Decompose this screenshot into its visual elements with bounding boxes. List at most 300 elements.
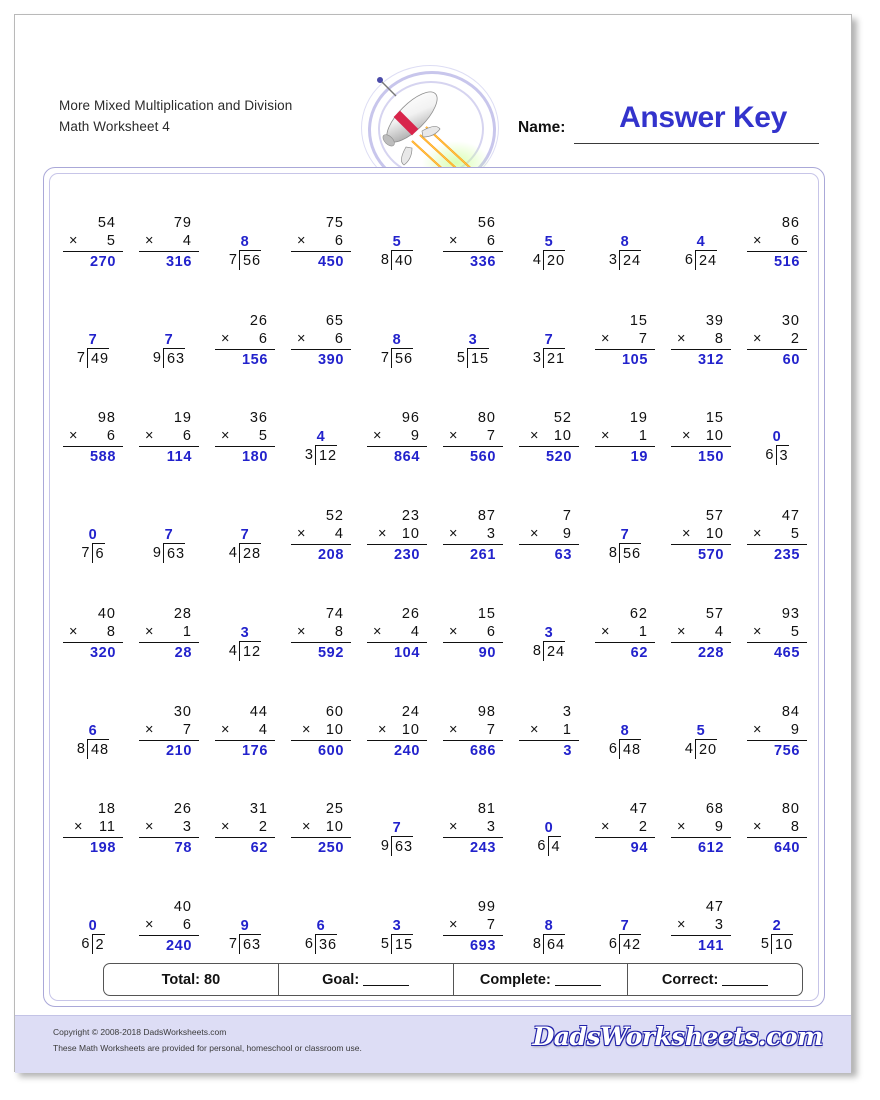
multiplication-problem	[443, 703, 503, 760]
dividend-row	[215, 544, 275, 564]
division-problem	[63, 526, 123, 564]
dividend-row	[63, 740, 123, 760]
dividend-row	[747, 446, 807, 466]
quotient-value: 8	[392, 331, 402, 348]
answer-value: 316	[166, 253, 192, 270]
multiply-operator-icon: ×	[378, 721, 388, 738]
problem-cell	[739, 193, 815, 291]
problem-cell	[359, 389, 435, 487]
multiplication-problem	[519, 507, 579, 564]
multiply-operator-icon: ×	[373, 428, 383, 445]
problem-cell	[55, 486, 131, 584]
multiplication-problem	[595, 312, 655, 369]
quotient-value: 7	[620, 918, 630, 934]
division-problem	[519, 624, 579, 662]
multiplicand: 36	[249, 410, 268, 427]
multiplier-row	[291, 525, 351, 545]
quotient-value: 4	[696, 233, 706, 250]
multiplier-row	[63, 427, 123, 447]
multiplication-problem	[747, 312, 807, 369]
answer-value: 270	[90, 253, 116, 270]
multiply-operator-icon: ×	[221, 721, 231, 738]
dividend-row	[747, 935, 807, 955]
multiplicand: 87	[477, 508, 496, 524]
dividend-row	[671, 251, 731, 271]
division-problem	[291, 428, 351, 466]
multiply-operator-icon: ×	[373, 623, 383, 640]
division-problem	[443, 331, 503, 369]
multiplier: 9	[410, 428, 420, 445]
multiply-operator-icon: ×	[677, 819, 687, 836]
multiplier: 6	[486, 623, 496, 640]
multiply-operator-icon: ×	[69, 623, 79, 640]
multiplication-problem	[747, 800, 807, 857]
multiplier-row	[671, 525, 731, 545]
divisor: 6	[765, 447, 775, 464]
multiplier-row	[671, 427, 731, 447]
multiplicand: 19	[173, 410, 192, 427]
multiply-operator-icon: ×	[449, 623, 459, 640]
problem-cell	[587, 291, 663, 389]
multiplication-problem	[367, 605, 427, 662]
quotient-row	[63, 722, 123, 740]
multiplier: 1	[182, 623, 192, 640]
name-input-rule[interactable]	[574, 143, 819, 144]
quotient-value: 3	[392, 918, 402, 934]
answer-value: 141	[698, 938, 724, 954]
multiplicand: 47	[629, 801, 648, 818]
dividend-row	[519, 935, 579, 955]
multiplicand: 18	[97, 801, 116, 818]
goal-cell[interactable]	[279, 964, 454, 995]
multiplicand: 44	[249, 703, 268, 720]
quotient-row	[215, 624, 275, 642]
problem-cell	[663, 193, 739, 291]
multiplier: 3	[714, 917, 724, 933]
multiplier: 10	[553, 428, 572, 445]
dividend: 4	[548, 836, 561, 856]
dividend: 20	[543, 250, 565, 270]
answer-value: 180	[242, 449, 268, 466]
multiplier-row	[671, 818, 731, 838]
multiplier: 5	[790, 526, 800, 542]
quotient-row	[747, 917, 807, 935]
multiply-operator-icon: ×	[682, 526, 692, 542]
problem-cell	[511, 389, 587, 487]
dividend: 3	[776, 445, 789, 465]
dividend: 15	[391, 934, 413, 954]
quotient-value: 3	[468, 331, 478, 348]
multiplication-problem	[291, 507, 351, 564]
dividend: 63	[163, 348, 185, 368]
quotient-row	[367, 331, 427, 349]
multiplier: 10	[401, 721, 420, 738]
multiplier: 9	[714, 819, 724, 836]
multiplication-problem	[671, 409, 731, 466]
multiplication-problem	[747, 703, 807, 760]
multiplier: 8	[790, 819, 800, 836]
division-problem	[595, 233, 655, 271]
multiplier-row	[139, 721, 199, 741]
dividend-row	[63, 935, 123, 955]
answer-value: 600	[318, 742, 344, 759]
multiplier-row	[443, 525, 503, 545]
divisor: 7	[380, 349, 390, 366]
multiplier: 6	[334, 232, 344, 249]
multiply-operator-icon: ×	[449, 428, 459, 445]
multiplier-row	[747, 232, 807, 252]
multiplier-row	[291, 232, 351, 252]
multiplicand: 57	[705, 605, 724, 622]
dividend-row	[367, 349, 427, 369]
quotient-row	[519, 331, 579, 349]
multiplier-row	[595, 330, 655, 350]
answer-value: 198	[90, 840, 116, 857]
problem-cell	[131, 486, 207, 584]
multiplier-row	[367, 721, 427, 741]
quotient-value: 5	[696, 722, 706, 739]
multiplier-row	[215, 330, 275, 350]
goal-blank[interactable]	[363, 974, 409, 986]
quotient-row	[519, 917, 579, 935]
multiplier: 4	[182, 232, 192, 249]
multiplicand: 57	[705, 508, 724, 524]
multiply-operator-icon: ×	[753, 526, 763, 542]
quotient-row	[595, 722, 655, 740]
multiplier: 4	[334, 526, 344, 542]
problem-cell	[55, 389, 131, 487]
page-title: More Mixed Multiplication and Division	[59, 98, 293, 113]
worksheet-title	[59, 95, 292, 137]
multiplier-row	[139, 818, 199, 838]
answer-value: 592	[318, 644, 344, 661]
answer-value: 465	[774, 644, 800, 661]
multiply-operator-icon: ×	[753, 623, 763, 640]
quotient-row	[671, 233, 731, 251]
multiplier: 3	[486, 819, 496, 836]
multiplier: 6	[334, 330, 344, 347]
multiplier-row	[139, 623, 199, 643]
usage-text: These Math Worksheets are provided for personal, homeschool or classroom use.	[53, 1043, 362, 1053]
divisor: 4	[228, 642, 238, 659]
answer-value: 210	[166, 742, 192, 759]
multiplier: 7	[486, 917, 496, 933]
multiply-operator-icon: ×	[145, 721, 155, 738]
multiplier-row	[595, 623, 655, 643]
quotient-row	[443, 331, 503, 349]
page-subtitle: Math Worksheet 4	[59, 119, 170, 134]
multiplication-problem	[443, 800, 503, 857]
answer-value: 230	[394, 547, 420, 563]
divisor: 4	[228, 545, 238, 561]
multiplicand: 7	[562, 508, 572, 524]
division-problem	[595, 722, 655, 760]
answer-value: 250	[318, 840, 344, 857]
quotient-value: 6	[316, 918, 326, 934]
dividend-row	[291, 446, 351, 466]
problem-cell	[131, 877, 207, 975]
multiply-operator-icon: ×	[677, 330, 687, 347]
problem-cell	[511, 877, 587, 975]
division-problem	[291, 917, 351, 955]
multiplier: 6	[106, 428, 116, 445]
multiplier-row	[747, 818, 807, 838]
multiplication-problem	[291, 703, 351, 760]
problem-cell	[55, 193, 131, 291]
multiplicand: 26	[401, 605, 420, 622]
multiply-operator-icon: ×	[601, 428, 611, 445]
multiplicand: 52	[553, 410, 572, 427]
quotient-value: 7	[164, 527, 174, 543]
answer-value: 243	[470, 840, 496, 857]
multiplier: 1	[562, 721, 572, 738]
multiplicand: 81	[477, 801, 496, 818]
correct-cell[interactable]	[628, 964, 802, 995]
quotient-value: 8	[620, 722, 630, 739]
answer-value: 864	[394, 449, 420, 466]
multiplier: 8	[106, 623, 116, 640]
answer-value: 390	[318, 351, 344, 368]
multiplicand: 31	[249, 801, 268, 818]
multiplicand: 26	[249, 312, 268, 329]
multiplicand: 40	[173, 899, 192, 915]
multiplier: 2	[258, 819, 268, 836]
division-problem	[139, 526, 199, 564]
problem-cell	[207, 486, 283, 584]
multiplication-problem	[671, 898, 731, 955]
multiplier-row	[595, 427, 655, 447]
multiplication-problem	[443, 214, 503, 271]
answer-value: 63	[554, 547, 572, 563]
answer-value: 60	[782, 351, 800, 368]
problem-cell	[359, 486, 435, 584]
correct-blank[interactable]	[722, 974, 768, 986]
division-problem	[519, 917, 579, 955]
problem-cell	[435, 486, 511, 584]
division-problem	[63, 331, 123, 369]
problem-cell	[207, 682, 283, 780]
multiplier-row	[443, 818, 503, 838]
multiply-operator-icon: ×	[378, 526, 388, 542]
goal-label: Goal:	[322, 971, 360, 988]
multiplication-problem	[139, 898, 199, 955]
multiplicand: 19	[629, 410, 648, 427]
problem-cell	[435, 682, 511, 780]
multiplier-row	[139, 232, 199, 252]
multiplicand: 52	[325, 508, 344, 524]
multiplicand: 30	[781, 312, 800, 329]
multiply-operator-icon: ×	[69, 232, 79, 249]
multiplication-problem	[139, 800, 199, 857]
quotient-row	[595, 917, 655, 935]
dividend-row	[519, 837, 579, 857]
quotient-value: 6	[88, 722, 98, 739]
multiplicand: 68	[705, 801, 724, 818]
multiplier-row	[443, 721, 503, 741]
worksheet-footer	[15, 1015, 851, 1073]
problem-cell	[131, 291, 207, 389]
multiplication-problem	[671, 800, 731, 857]
division-problem	[519, 331, 579, 369]
multiplier: 7	[638, 330, 648, 347]
multiplicand: 25	[325, 801, 344, 818]
division-problem	[215, 917, 275, 955]
division-problem	[367, 819, 427, 857]
multiply-operator-icon: ×	[297, 526, 307, 542]
multiplier-row	[291, 623, 351, 643]
problem-cell	[55, 291, 131, 389]
quotient-row	[215, 233, 275, 251]
multiply-operator-icon: ×	[753, 819, 763, 836]
problem-cell	[283, 584, 359, 682]
problem-grid	[55, 193, 815, 975]
complete-blank[interactable]	[555, 974, 601, 986]
quotient-row	[519, 233, 579, 251]
name-label: Name:	[518, 119, 566, 136]
division-problem	[215, 233, 275, 271]
problem-cell	[587, 780, 663, 878]
quotient-row	[63, 917, 123, 935]
quotient-row	[519, 819, 579, 837]
divisor: 4	[684, 740, 694, 757]
problem-cell	[207, 780, 283, 878]
answer-value: 693	[470, 938, 496, 954]
division-problem	[215, 526, 275, 564]
dividend-row	[367, 837, 427, 857]
multiplier-row	[671, 330, 731, 350]
dividend-row	[443, 349, 503, 369]
multiplier: 8	[714, 330, 724, 347]
worksheet-header	[15, 15, 853, 163]
division-problem	[367, 331, 427, 369]
multiplication-problem	[367, 703, 427, 760]
complete-cell[interactable]	[454, 964, 629, 995]
multiply-operator-icon: ×	[145, 232, 155, 249]
multiplication-problem	[215, 312, 275, 369]
quotient-row	[139, 526, 199, 544]
multiplication-problem	[671, 312, 731, 369]
dividend-row	[595, 935, 655, 955]
multiply-operator-icon: ×	[145, 917, 155, 933]
answer-value: 235	[774, 547, 800, 563]
quotient-value: 4	[316, 429, 326, 446]
answer-value: 114	[166, 449, 192, 466]
multiplicand: 62	[629, 605, 648, 622]
division-problem	[595, 526, 655, 564]
multiplier: 9	[562, 526, 572, 542]
quotient-value: 0	[88, 918, 98, 934]
multiply-operator-icon: ×	[449, 721, 459, 738]
multiplier-row	[519, 721, 579, 741]
dividend: 64	[543, 934, 565, 954]
problem-cell	[207, 877, 283, 975]
problem-cell	[131, 780, 207, 878]
multiplicand: 28	[173, 605, 192, 622]
problem-cell	[359, 291, 435, 389]
answer-value: 520	[546, 449, 572, 466]
quotient-value: 7	[392, 820, 402, 837]
problem-cell	[359, 682, 435, 780]
divisor: 7	[228, 936, 238, 952]
multiplicand: 98	[477, 703, 496, 720]
dividend: 63	[239, 934, 261, 954]
multiply-operator-icon: ×	[601, 330, 611, 347]
dividend: 21	[543, 348, 565, 368]
division-problem	[215, 624, 275, 662]
multiplier-row	[443, 916, 503, 936]
dividend: 48	[87, 739, 109, 759]
correct-label: Correct:	[661, 971, 719, 988]
multiplicand: 80	[781, 801, 800, 818]
multiplier: 11	[98, 819, 116, 836]
divisor: 3	[532, 349, 542, 366]
answer-value: 336	[470, 253, 496, 270]
problem-cell	[283, 877, 359, 975]
quotient-row	[291, 917, 351, 935]
multiplication-problem	[367, 409, 427, 466]
multiplier-row	[747, 623, 807, 643]
answer-value: 261	[470, 547, 496, 563]
multiply-operator-icon: ×	[449, 232, 459, 249]
multiplier-row	[367, 623, 427, 643]
dividend-row	[595, 251, 655, 271]
problem-cell	[283, 486, 359, 584]
dividend-row	[519, 642, 579, 662]
dividend-row	[291, 935, 351, 955]
problem-cell	[55, 682, 131, 780]
division-problem	[671, 722, 731, 760]
dividend: 36	[315, 934, 337, 954]
multiply-operator-icon: ×	[221, 428, 231, 445]
quotient-row	[519, 624, 579, 642]
divisor: 8	[76, 740, 86, 757]
answer-value: 516	[774, 253, 800, 270]
problem-cell	[207, 193, 283, 291]
multiplier: 10	[705, 428, 724, 445]
multiplier-row	[519, 525, 579, 545]
problem-cell	[739, 877, 815, 975]
multiplication-problem	[291, 605, 351, 662]
quotient-value: 7	[544, 331, 554, 348]
problem-cell	[283, 389, 359, 487]
divisor: 7	[81, 545, 91, 561]
quotient-row	[367, 819, 427, 837]
divisor: 9	[152, 545, 162, 561]
multiplier: 3	[486, 526, 496, 542]
answer-value: 150	[698, 449, 724, 466]
multiply-operator-icon: ×	[601, 819, 611, 836]
problem-cell	[435, 389, 511, 487]
quotient-row	[367, 233, 427, 251]
answer-value: 94	[630, 840, 648, 857]
quotient-row	[671, 722, 731, 740]
problem-cell	[663, 877, 739, 975]
multiplier: 5	[106, 232, 116, 249]
dividend: 56	[239, 250, 261, 270]
quotient-value: 7	[164, 331, 174, 348]
problem-cell	[207, 389, 283, 487]
problem-cell	[131, 584, 207, 682]
copyright-text: Copyright © 2008-2018 DadsWorksheets.com	[53, 1027, 227, 1037]
divisor: 5	[760, 936, 770, 952]
problem-cell	[435, 877, 511, 975]
answer-value: 240	[166, 938, 192, 954]
dividend: 63	[163, 543, 185, 563]
multiply-operator-icon: ×	[677, 623, 687, 640]
dividend: 12	[239, 641, 261, 661]
problem-cell	[511, 682, 587, 780]
multiplier-row	[671, 916, 731, 936]
